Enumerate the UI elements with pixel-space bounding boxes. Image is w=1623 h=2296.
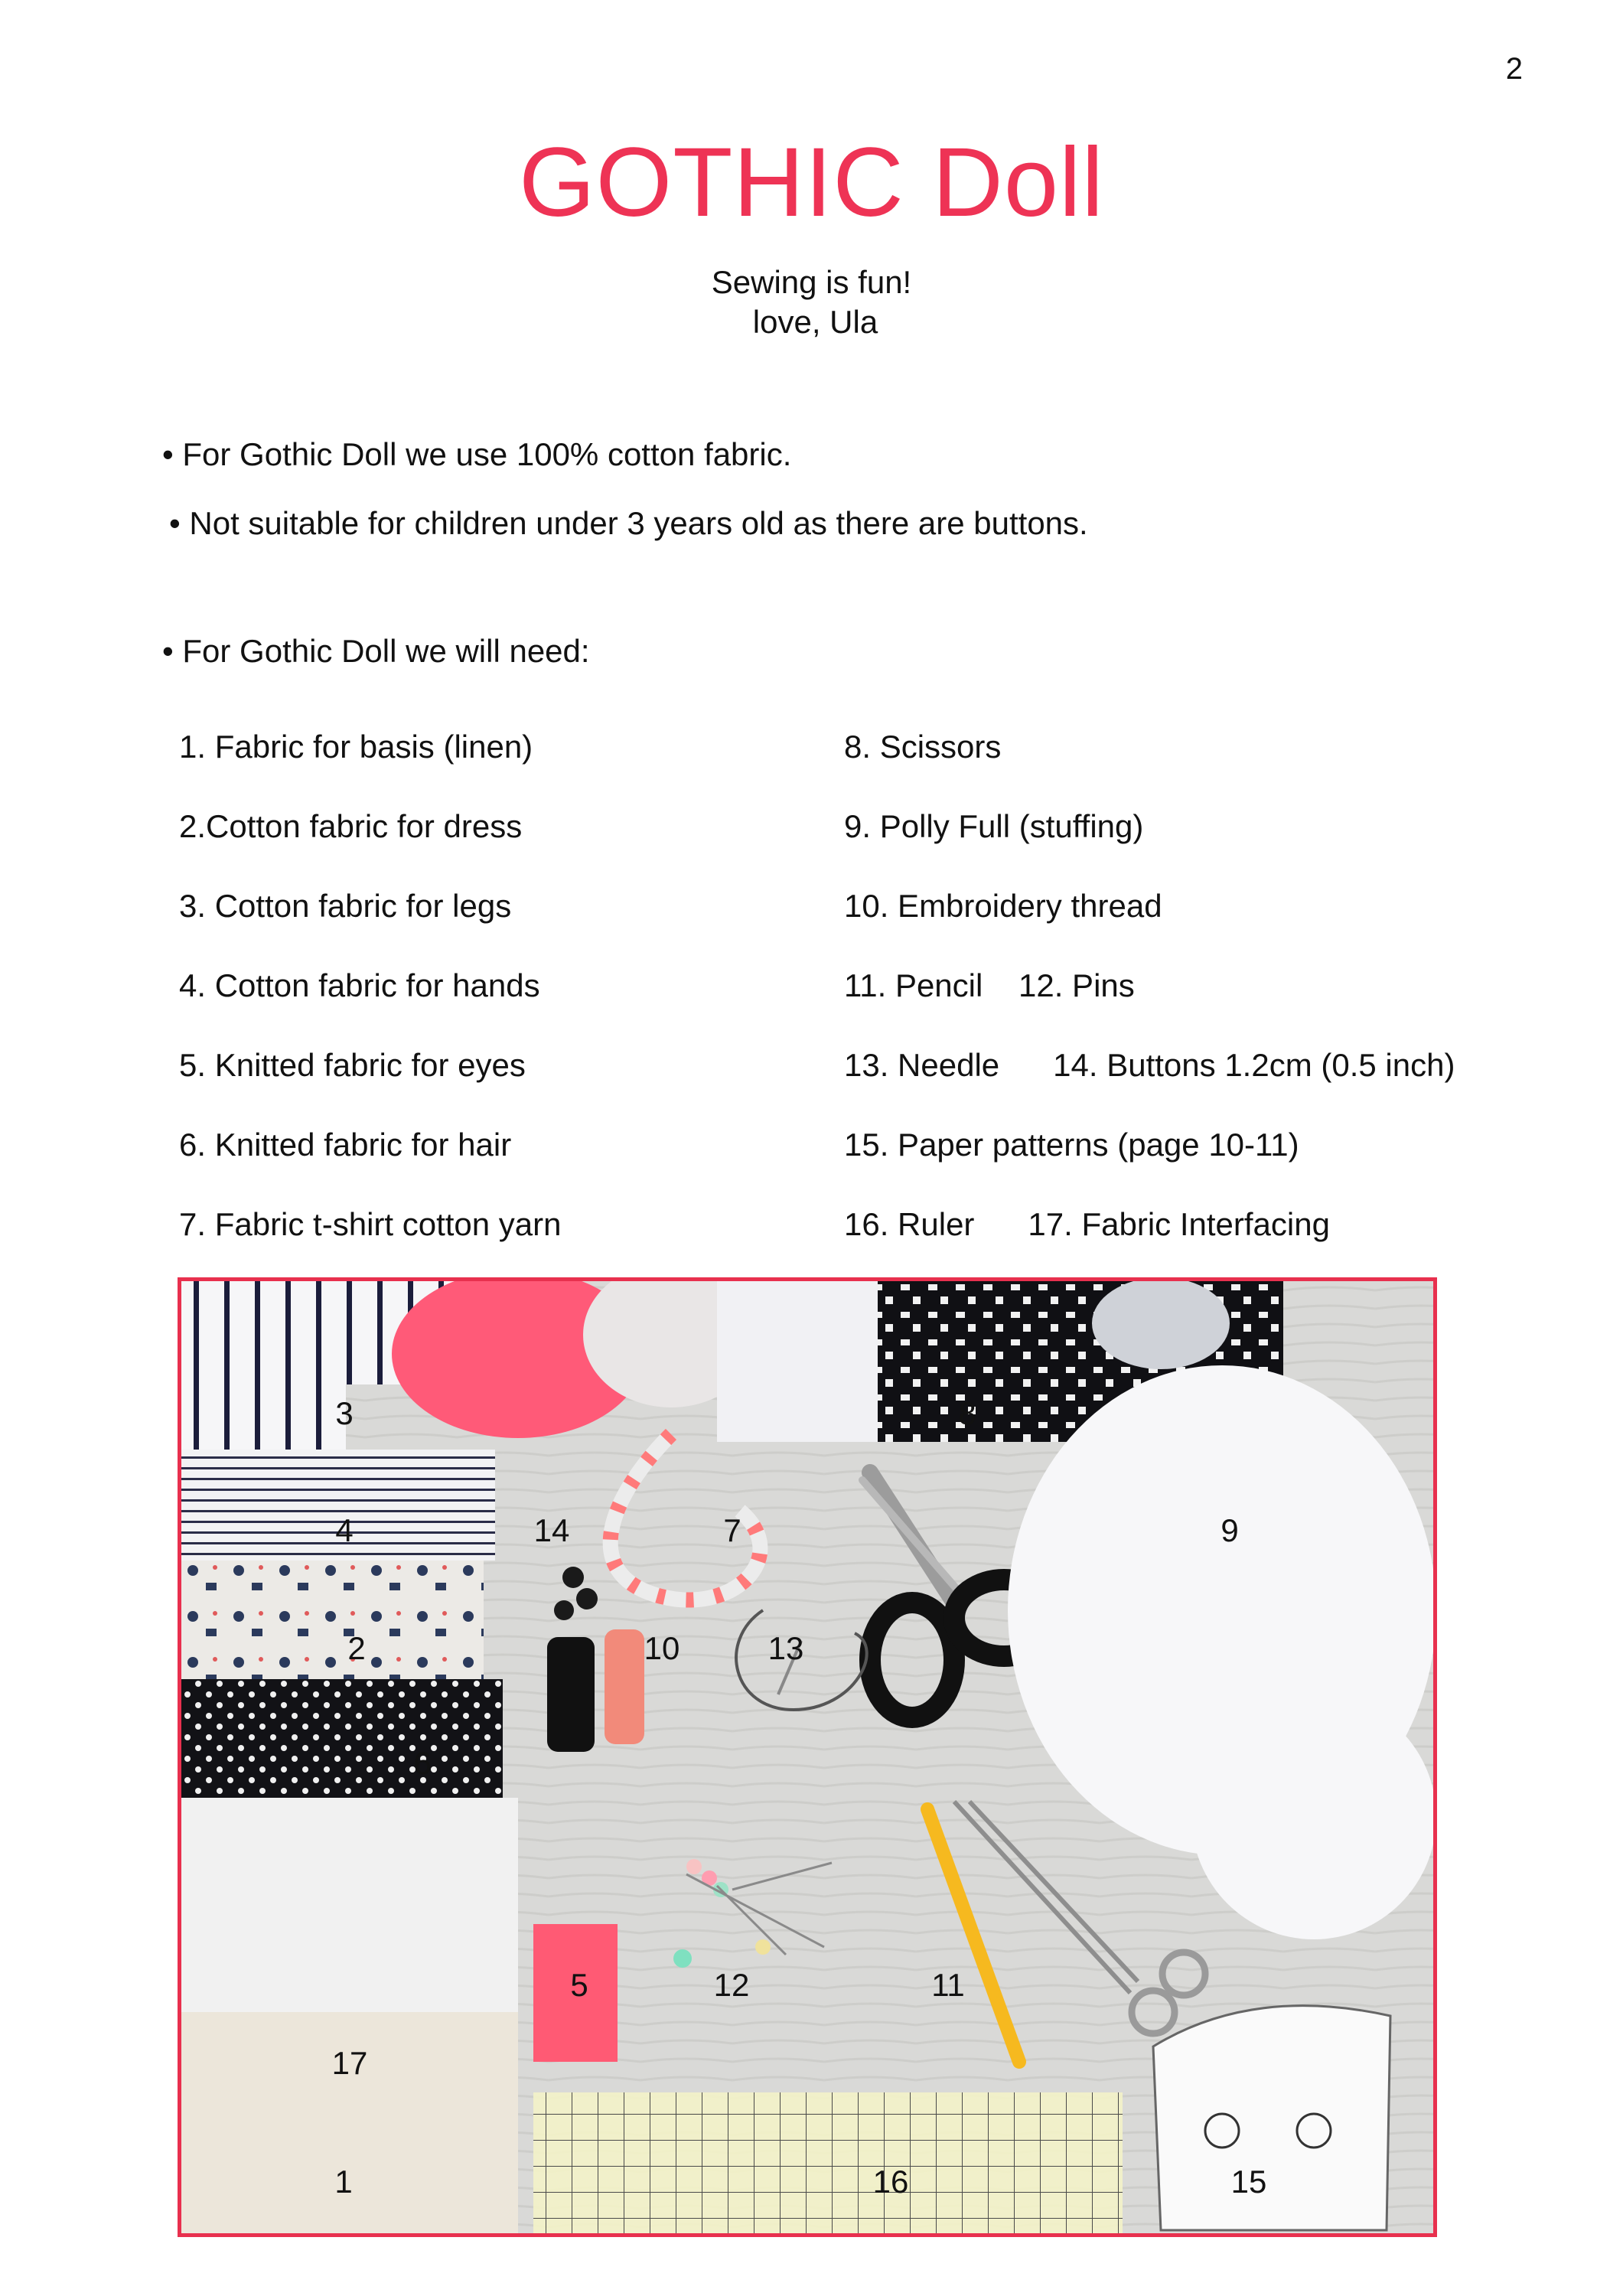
page-number: 2 xyxy=(1505,52,1523,86)
note-safety: • Not suitable for children under 3 years old as there are buttons. xyxy=(169,505,1088,541)
list-item: 4. Cotton fabric for hands xyxy=(179,967,540,1003)
materials-list-right xyxy=(844,727,1455,1284)
photo-label: 13 xyxy=(768,1630,804,1666)
photo-label: 9 xyxy=(1221,1512,1239,1548)
subtitle xyxy=(0,263,1623,342)
list-item: 15. Paper patterns (page 10-11) xyxy=(844,1127,1299,1163)
note-materials-intro: • For Gothic Doll we will need: xyxy=(162,633,590,669)
photo-label: 10 xyxy=(644,1630,680,1666)
photo-label: 12 xyxy=(713,1967,750,2003)
photo-label: 8 xyxy=(958,1395,976,1431)
list-item: 6. Knitted fabric for hair xyxy=(179,1127,512,1163)
list-item: 1. Fabric for basis (linen) xyxy=(179,729,533,765)
photo-label: 2 xyxy=(347,1630,366,1666)
subtitle-line-1: Sewing is fun! xyxy=(711,264,912,300)
signature: love, Ula xyxy=(752,304,878,340)
materials-list-left xyxy=(179,727,562,1284)
note-fabric: • For Gothic Doll we use 100% cotton fabric. xyxy=(162,436,792,472)
list-item: 11. Pencil 12. Pins xyxy=(844,967,1135,1003)
list-item: 2.Cotton fabric for dress xyxy=(179,808,523,844)
photo-label: 7 xyxy=(723,1512,741,1548)
photo-label: 14 xyxy=(533,1512,570,1548)
materials-photo xyxy=(178,1277,1437,2237)
page-title: GOTHIC Doll xyxy=(519,128,1104,237)
photo-label: 4 xyxy=(335,1512,354,1548)
list-item: 5. Knitted fabric for eyes xyxy=(179,1047,526,1083)
list-item: 8. Scissors xyxy=(844,729,1002,765)
list-item: 7. Fabric t-shirt cotton yarn xyxy=(179,1206,562,1242)
photo-label: 17 xyxy=(331,2045,368,2081)
photo-label: 6 xyxy=(413,1745,432,1781)
list-item: 9. Polly Full (stuffing) xyxy=(844,808,1144,844)
list-item: 16. Ruler 17. Fabric Interfacing xyxy=(844,1206,1330,1242)
photo-label: 15 xyxy=(1230,2164,1267,2200)
photo-label: 16 xyxy=(872,2164,909,2200)
photo-label: 5 xyxy=(570,1967,588,2003)
photo-label: 3 xyxy=(335,1395,354,1431)
list-item: 13. Needle 14. Buttons 1.2cm (0.5 inch) xyxy=(844,1047,1455,1083)
list-item: 10. Embroidery thread xyxy=(844,888,1162,924)
photo-label: 1 xyxy=(334,2164,353,2200)
materials-photo-illustration xyxy=(181,1281,1433,2233)
photo-label: 11 xyxy=(931,1967,965,2003)
list-item: 3. Cotton fabric for legs xyxy=(179,888,512,924)
